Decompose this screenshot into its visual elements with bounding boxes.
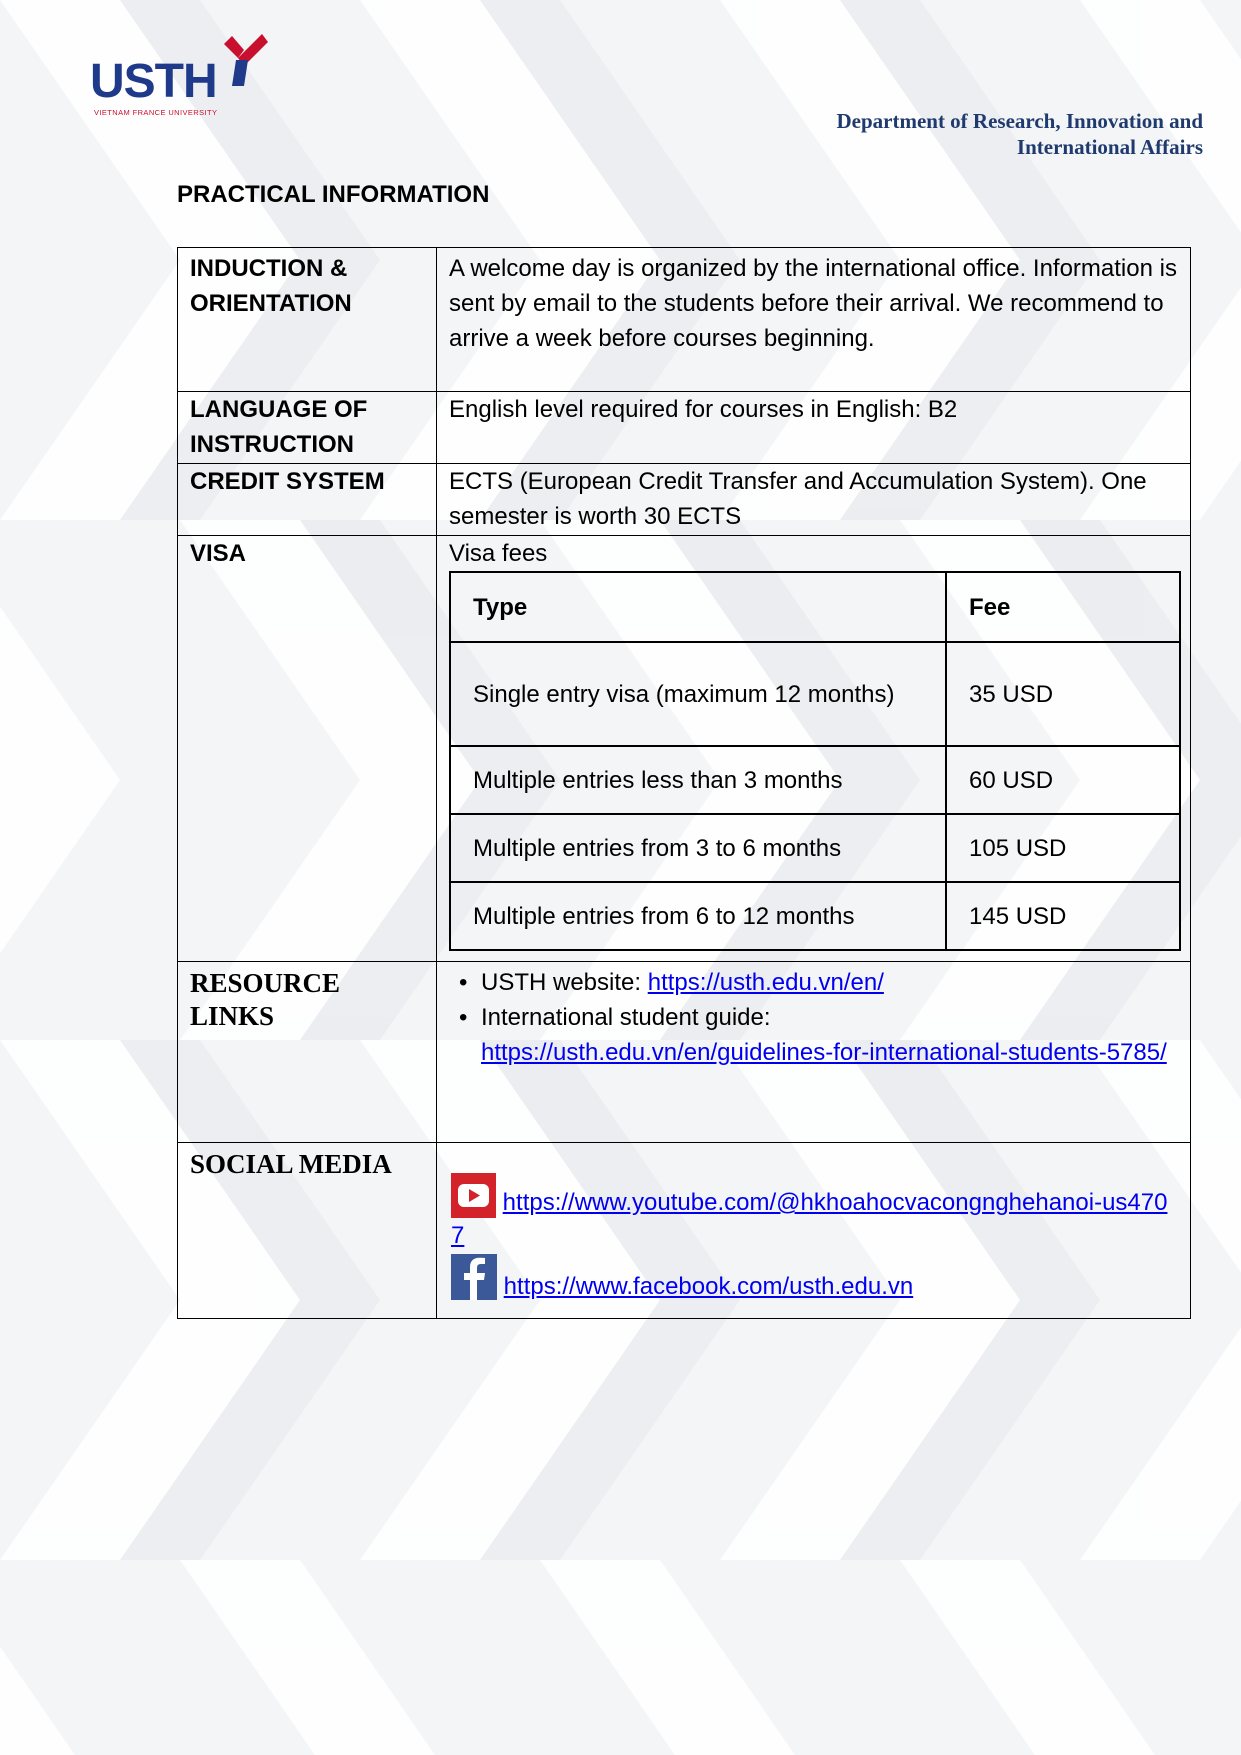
resource-links-list	[449, 965, 1180, 1070]
usth-website-link[interactable]: https://usth.edu.vn/en/	[647, 969, 884, 996]
list-item	[449, 1000, 1180, 1070]
list-item	[449, 965, 1180, 1000]
department-line-2: International Affairs	[1016, 135, 1203, 159]
visa-label: VISA	[178, 536, 437, 962]
logo-text: USTH	[90, 55, 217, 108]
fees-row	[450, 882, 1180, 950]
fee-amount: 35 USD	[946, 642, 1180, 746]
facebook-icon[interactable]	[451, 1254, 497, 1300]
page-title: PRACTICAL INFORMATION	[177, 181, 490, 208]
fee-type: Multiple entries from 6 to 12 months	[450, 882, 946, 950]
fees-row	[450, 746, 1180, 814]
row-resources	[178, 962, 1191, 1143]
fees-header-row	[450, 572, 1180, 642]
fee-type: Multiple entries from 3 to 6 months	[450, 814, 946, 882]
row-credit	[178, 464, 1191, 536]
visa-intro: Visa fees	[449, 540, 548, 567]
logo-mark-icon	[218, 30, 268, 90]
social-label: SOCIAL MEDIA	[178, 1143, 437, 1319]
language-label: LANGUAGE OF INSTRUCTION	[178, 392, 437, 464]
induction-text: A welcome day is organized by the international office. Information is sent by email to the students before their arrival. We recommend to arrive a week before courses beginning.	[437, 248, 1191, 392]
student-guide-link[interactable]: https://usth.edu.vn/en/guidelines-for-international-students-5785/	[481, 1039, 1167, 1066]
fee-amount: 145 USD	[946, 882, 1180, 950]
fee-type: Multiple entries less than 3 months	[450, 746, 946, 814]
bullet-icon: •	[459, 1004, 468, 1031]
resource-text: International student guide:	[481, 1004, 771, 1031]
fees-col-type: Type	[450, 572, 946, 642]
usth-logo	[90, 30, 270, 120]
resources-label: RESOURCE LINKS	[178, 962, 437, 1143]
youtube-link[interactable]: https://www.youtube.com/@hkhoahocvacongnghehanoi-us4707	[451, 1189, 1168, 1249]
fees-row	[450, 814, 1180, 882]
fees-row	[450, 642, 1180, 746]
language-text: English level required for courses in English: B2	[437, 392, 1191, 464]
department-header	[683, 108, 1203, 160]
induction-label: INDUCTION & ORIENTATION	[178, 248, 437, 392]
fees-col-fee: Fee	[946, 572, 1180, 642]
row-visa	[178, 536, 1191, 962]
row-social	[178, 1143, 1191, 1319]
fee-amount: 60 USD	[946, 746, 1180, 814]
department-line-1: Department of Research, Innovation and	[836, 109, 1203, 133]
youtube-row	[451, 1173, 1180, 1252]
bullet-icon: •	[459, 969, 468, 996]
visa-fees-table	[449, 571, 1181, 951]
youtube-icon[interactable]	[451, 1173, 496, 1218]
credit-text: ECTS (European Credit Transfer and Accumulation System). One semester is worth 30 ECTS	[437, 464, 1191, 536]
row-language	[178, 392, 1191, 464]
practical-info-table	[177, 247, 1191, 1319]
row-induction	[178, 248, 1191, 392]
credit-label: CREDIT SYSTEM	[178, 464, 437, 536]
fee-type: Single entry visa (maximum 12 months)	[450, 642, 946, 746]
logo-subtitle: VIETNAM FRANCE UNIVERSITY	[94, 108, 218, 117]
facebook-link[interactable]: https://www.facebook.com/usth.edu.vn	[503, 1273, 914, 1300]
fee-amount: 105 USD	[946, 814, 1180, 882]
resource-text: USTH website:	[481, 969, 648, 996]
facebook-row	[451, 1254, 1180, 1303]
